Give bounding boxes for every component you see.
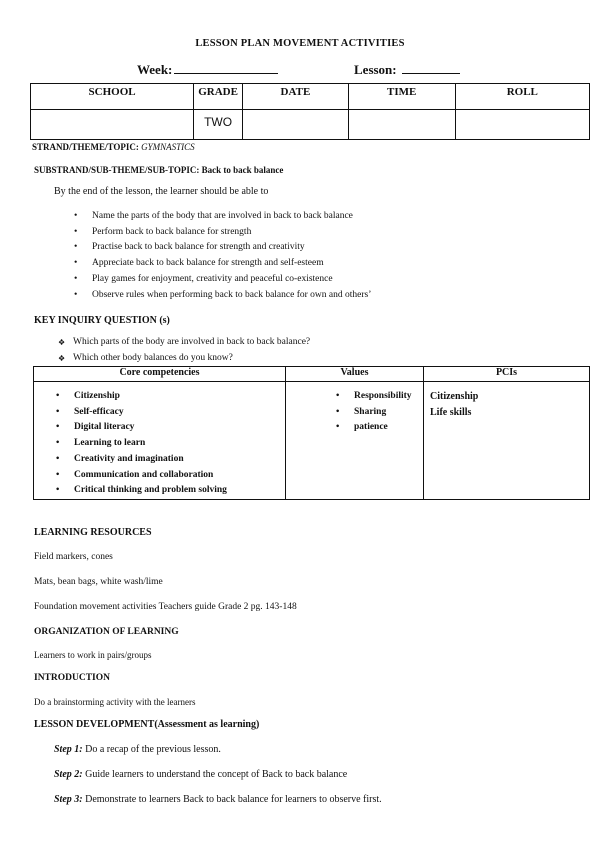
- week-field: [137, 61, 278, 78]
- substrand-label: SUBSTRAND/SUB-THEME/SUB-TOPIC:: [34, 165, 200, 175]
- step-text: Demonstrate to learners Back to back balance for learners to observe first.: [85, 794, 382, 805]
- list-item: • Practise back to back balance for strength and creativity: [72, 240, 572, 256]
- values-header: Values: [286, 367, 424, 382]
- list-item: • Responsibility: [334, 389, 423, 405]
- time-cell: [348, 110, 455, 140]
- pcis-cell: [424, 382, 590, 500]
- key-inquiry-list: [58, 335, 558, 366]
- step-text: Do a recap of the previous lesson.: [85, 744, 221, 755]
- step-label: Step 3:: [54, 794, 83, 805]
- roll-header: ROLL: [455, 84, 589, 110]
- resource-item: Mats, bean bags, white wash/lime: [34, 577, 163, 587]
- organization-text: Learners to work in pairs/groups: [34, 650, 152, 660]
- learning-resources-heading: LEARNING RESOURCES: [34, 527, 152, 538]
- step-text: Guide learners to understand the concept of Back to back balance: [85, 769, 348, 780]
- lesson-development-note: (Assessment as learning): [154, 719, 260, 730]
- strand-value: GYMNASTICS: [141, 142, 195, 152]
- list-item: • Critical thinking and problem solving: [54, 483, 285, 499]
- list-item: • Digital literacy: [54, 420, 285, 436]
- lesson-development-heading: [34, 719, 259, 730]
- lesson-field: [354, 61, 460, 78]
- step-1: [54, 744, 221, 755]
- pci-item: Life skills: [430, 406, 472, 418]
- list-item: • Appreciate back to back balance for strength and self-esteem: [72, 256, 572, 272]
- strand-line: [32, 142, 195, 152]
- lesson-label: Lesson:: [354, 62, 397, 77]
- week-blank: [174, 61, 278, 74]
- outcomes-list: [72, 209, 572, 303]
- list-item: • Perform back to back balance for strength: [72, 225, 572, 241]
- introduction-text: Do a brainstorming activity with the learners: [34, 697, 196, 707]
- core-competencies-header: Core competencies: [34, 367, 286, 382]
- list-item: • patience: [334, 420, 423, 436]
- step-label: Step 2:: [54, 769, 83, 780]
- week-label: Week:: [137, 62, 173, 77]
- core-competencies-cell: [34, 382, 286, 500]
- outcomes-intro: By the end of the lesson, the learner should be able to: [54, 186, 269, 197]
- list-item: • Name the parts of the body that are involved in back to back balance: [72, 209, 572, 225]
- header-table: [30, 83, 590, 140]
- list-item: ❖ Which other body balances do you know?: [58, 351, 558, 367]
- school-header: SCHOOL: [31, 84, 194, 110]
- date-cell: [243, 110, 349, 140]
- list-item: • Observe rules when performing back to back balance for own and others’: [72, 288, 572, 304]
- lesson-blank: [402, 61, 460, 74]
- step-3: [54, 794, 382, 805]
- values-list: [334, 389, 423, 436]
- list-item: • Sharing: [334, 405, 423, 421]
- key-inquiry-heading: KEY INQUIRY QUESTION (s): [34, 315, 170, 326]
- substrand-value: Back to back balance: [201, 165, 284, 175]
- organization-heading: ORGANIZATION OF LEARNING: [34, 627, 179, 637]
- time-header: TIME: [348, 84, 455, 110]
- list-item: • Communication and collaboration: [54, 468, 285, 484]
- list-item: • Citizenship: [54, 389, 285, 405]
- resource-item: Foundation movement activities Teachers guide Grade 2 pg. 143-148: [34, 602, 297, 612]
- substrand-line: [34, 165, 283, 175]
- list-item: • Creativity and imagination: [54, 452, 285, 468]
- roll-cell: [455, 110, 589, 140]
- introduction-heading: INTRODUCTION: [34, 673, 111, 683]
- lesson-development-label: LESSON DEVELOPMENT: [34, 719, 155, 730]
- list-item: • Self-efficacy: [54, 405, 285, 421]
- core-competencies-list: [54, 389, 285, 499]
- list-item: ❖ Which parts of the body are involved in back to back balance?: [58, 335, 558, 351]
- list-item: • Learning to learn: [54, 436, 285, 452]
- list-item: • Play games for enjoyment, creativity and peaceful co-existence: [72, 272, 572, 288]
- date-header: DATE: [243, 84, 349, 110]
- strand-label: STRAND/THEME/TOPIC:: [32, 142, 139, 152]
- pci-item: Citizenship: [430, 391, 479, 402]
- page-title: LESSON PLAN MOVEMENT ACTIVITIES: [195, 38, 405, 49]
- pcis-header: PCIs: [424, 367, 590, 382]
- step-2: [54, 769, 347, 780]
- grade-value: TWO: [194, 110, 243, 140]
- grade-header: GRADE: [194, 84, 243, 110]
- step-label: Step 1:: [54, 744, 83, 755]
- school-cell: [31, 110, 194, 140]
- resource-item: Field markers, cones: [34, 552, 113, 562]
- values-cell: [286, 382, 424, 500]
- competency-table: [33, 366, 590, 500]
